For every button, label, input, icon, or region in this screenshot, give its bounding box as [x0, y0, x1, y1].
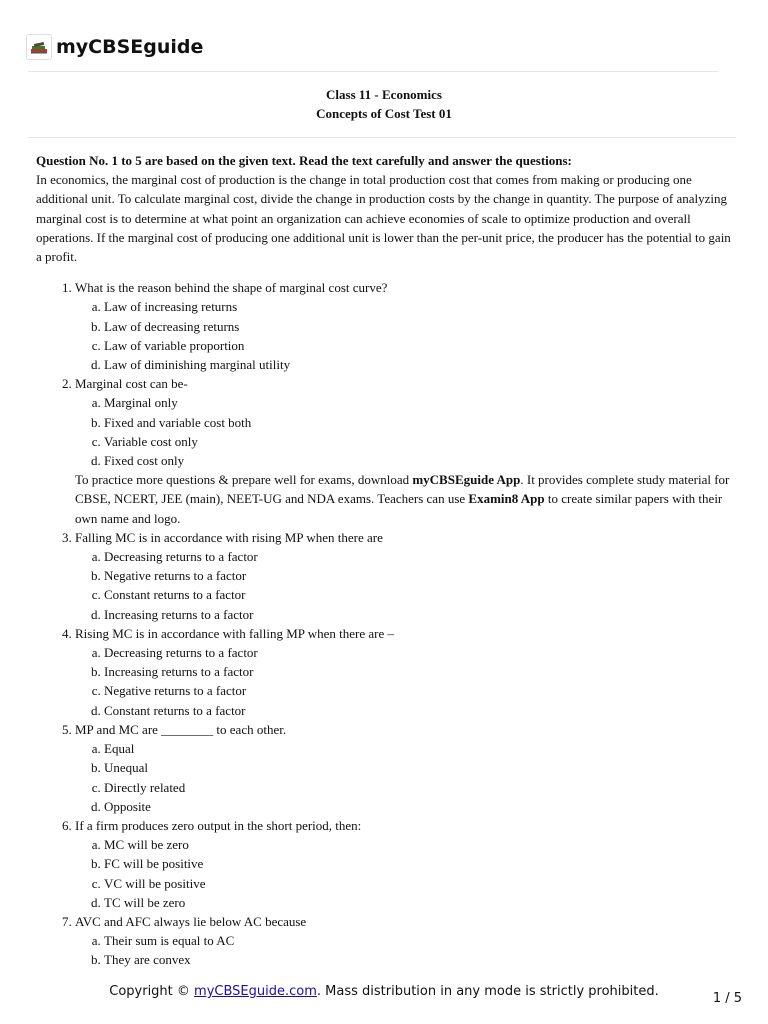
page-number: 1 / 5 — [712, 991, 742, 1006]
options-list — [75, 547, 736, 624]
option: c. Variable cost only — [104, 432, 736, 451]
question-text: AVC and AFC always lie below AC because — [75, 913, 307, 929]
app-promo — [75, 470, 736, 528]
question-text: Rising MC is in accordance with falling MP when there are – — [75, 625, 395, 641]
mycbseguide-link[interactable]: myCBSEguide.com — [194, 984, 317, 999]
option: d. Increasing returns to a factor — [104, 605, 736, 624]
header — [26, 30, 203, 64]
option: a. MC will be zero — [104, 835, 736, 854]
copyright-prefix: Copyright © — [109, 984, 195, 999]
option: a. Marginal only — [104, 393, 736, 412]
options-list — [75, 835, 736, 912]
option: b. FC will be positive — [104, 854, 736, 873]
test-content — [36, 151, 736, 970]
test-title: Concepts of Cost Test 01 — [316, 106, 452, 121]
option: d. Law of diminishing marginal utility — [104, 355, 736, 374]
option: b. Unequal — [104, 758, 736, 777]
option: c. VC will be positive — [104, 874, 736, 893]
question-3 — [75, 528, 736, 624]
options-list — [75, 297, 736, 374]
promo-text: To practice more questions & prepare well for exams, download — [75, 472, 413, 488]
option: c. Negative returns to a factor — [104, 681, 736, 700]
logo[interactable] — [26, 34, 52, 60]
examin8-app-name: Examin8 App — [468, 491, 545, 507]
option: a. Their sum is equal to AC — [104, 931, 736, 950]
option: a. Decreasing returns to a factor — [104, 643, 736, 662]
option: d. TC will be zero — [104, 893, 736, 912]
option: c. Directly related — [104, 778, 736, 797]
option: a. Equal — [104, 739, 736, 758]
books-logo-icon — [30, 40, 48, 54]
title-divider — [28, 137, 736, 138]
question-text: MP and MC are ________ to each other. — [75, 721, 287, 737]
options-list — [75, 643, 736, 720]
question-list — [36, 278, 736, 969]
options-list — [75, 931, 736, 969]
brand-name[interactable]: myCBSEguide — [56, 36, 204, 58]
option: d. Fixed cost only — [104, 451, 736, 470]
class-title: Class 11 - Economics — [326, 87, 442, 102]
question-6 — [75, 816, 736, 912]
option: c. Law of variable proportion — [104, 336, 736, 355]
question-4 — [75, 624, 736, 720]
copyright-footer — [0, 984, 768, 999]
option: b. Law of decreasing returns — [104, 317, 736, 336]
question-5 — [75, 720, 736, 816]
option: b. They are convex — [104, 950, 736, 969]
option: b. Increasing returns to a factor — [104, 662, 736, 681]
option: c. Constant returns to a factor — [104, 585, 736, 604]
option: b. Negative returns to a factor — [104, 566, 736, 585]
question-7 — [75, 912, 736, 970]
option: a. Law of increasing returns — [104, 297, 736, 316]
question-2 — [75, 374, 736, 528]
option: d. Opposite — [104, 797, 736, 816]
promo-text: . It provides complete study material for CBSE, NCERT, JEE (main), NEET-UG and NDA exams. Teachers can use — [75, 472, 730, 507]
question-text: Falling MC is in accordance with rising MP when there are — [75, 529, 383, 545]
option: d. Constant returns to a factor — [104, 701, 736, 720]
passage-text: In economics, the marginal cost of production is the change in total production cost that comes from making or producing one additional unit. To calculate marginal cost, divide the change in production costs by the change in quantity. The purpose of analyzing marginal cost is to determine at what point an organization can achieve economies of scale to optimize production and overall operations. If the marginal cost of producing one additional unit is lower than the per-unit price, the producer has the potential to gain a profit. — [36, 172, 731, 265]
question-text: Marginal cost can be- — [75, 376, 188, 392]
passage-instruction: Question No. 1 to 5 are based on the given text. Read the text carefully and answer the questions: — [36, 153, 572, 168]
options-list — [75, 739, 736, 816]
copyright-suffix: . Mass distribution in any mode is strictly prohibited. — [316, 984, 659, 999]
options-list — [75, 393, 736, 470]
header-divider — [28, 71, 718, 72]
promo-text: to create similar papers with their own name and logo. — [75, 491, 723, 526]
question-text: If a firm produces zero output in the short period, then: — [75, 817, 362, 833]
option: a. Decreasing returns to a factor — [104, 547, 736, 566]
question-text: What is the reason behind the shape of marginal cost curve? — [75, 280, 388, 296]
mycbseguide-app-name: myCBSEguide App — [412, 472, 521, 488]
option: b. Fixed and variable cost both — [104, 413, 736, 432]
question-1 — [75, 278, 736, 374]
